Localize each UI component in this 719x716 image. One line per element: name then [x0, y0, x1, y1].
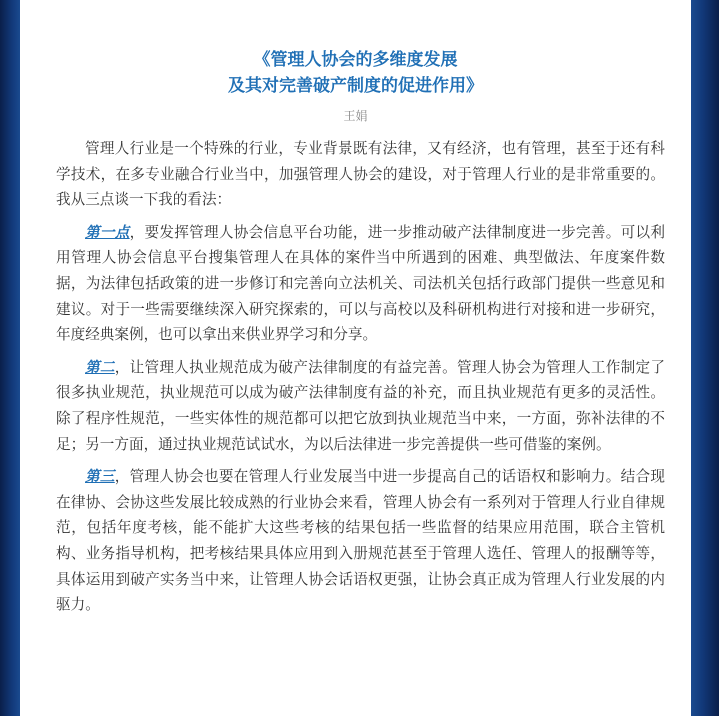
right-border-decoration: [691, 0, 719, 716]
point-3-paragraph: [56, 464, 665, 618]
point-2-label: 第二: [85, 358, 115, 376]
point-1-paragraph: [56, 220, 665, 348]
article-title: [20, 47, 691, 99]
title-line-1: 《管理人协会的多维度发展: [253, 50, 458, 70]
left-border-decoration: [0, 0, 20, 716]
point-3-label: 第三: [85, 468, 115, 486]
intro-paragraph: 管理人行业是一个特殊的行业，专业背景既有法律，又有经济，也有管理，甚至于还有科学技术，在多专业融合行业当中，加强管理人协会的建设，对于管理人行业的是非常重要的。我从三点谈一下我的看法：: [56, 140, 665, 209]
point-2-paragraph: [56, 355, 665, 457]
point-2-text: ，让管理人执业规范成为破产法律制度的有益完善。管理人协会为管理人工作制定了很多执业规范，执业规范可以成为破产法律制度有益的补充，而且执业规范有更多的灵活性。除了程序性规范，一些实体性的规范都可以把它放到执业规范当中来，一方面，弥补法律的不足；另一方面，通过执业规范试试水，为以后法律进一步完善提供一些可借鉴的案例。: [56, 358, 665, 453]
point-1-label: 第一点: [85, 223, 130, 241]
point-3-text: ，管理人协会也要在管理人行业发展当中进一步提高自己的话语权和影响力。结合现在律协、会协这些发展比较成熟的行业协会来看，管理人协会有一系列对于管理人行业自律规范，包括年度考核，能不能扩大这些考核的结果包括一些监督的结果应用范围，联合主管机构、业务指导机构，把考核结果具体应用到入册规范甚至于管理人选任、管理人的报酬等等，具体运用到破产实务当中来，让管理人协会话语权更强，让协会真正成为管理人行业发展的内驱力。: [56, 468, 665, 614]
author-name: 王娟: [343, 109, 368, 123]
title-line-2: 及其对完善破产制度的促进作用》: [228, 76, 483, 96]
point-1-text: ，要发挥管理人协会信息平台功能，进一步推动破产法律制度进一步完善。可以利用管理人协会信息平台搜集管理人在具体的案件当中所遇到的困难、典型做法、年度案件数据，为法律包括政策的进一步修订和完善向立法机关、司法机关包括行政部门提供一些意见和建议。对于一些需要继续深入研究探索的，可以与高校以及科研机构进行对接和进一步研究，年度经典案例，也可以拿出来供业界学习和分享。: [56, 223, 665, 344]
article-page: [20, 0, 691, 716]
